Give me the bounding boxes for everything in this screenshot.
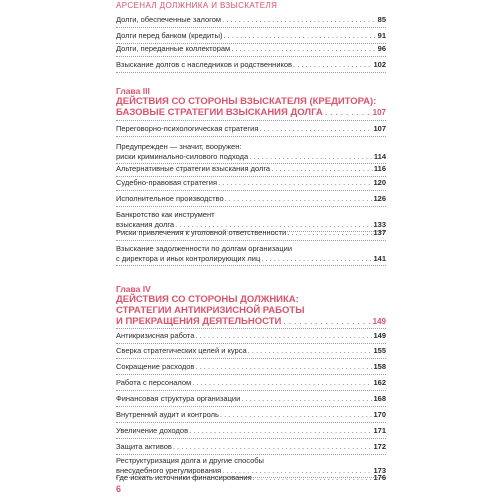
leader-dots [195,331,372,341]
entry-divider [116,406,386,407]
entry-title-line [116,394,386,404]
entry-title-line [116,426,386,436]
entry-title: Исполнительное производство [116,194,224,203]
leader-dots [225,194,373,204]
entry-page-number: 155 [373,346,386,355]
entry-divider [116,358,386,359]
entry-title-line [116,44,386,54]
toc-entry [116,362,386,372]
entry-title-line [116,410,386,420]
chapter-page-number: 107 [372,108,386,117]
entry-title: с директора и иных контролирующих лиц [116,253,261,263]
chapter-page-number: 149 [372,317,386,326]
page-number: 6 [116,484,122,494]
entry-divider [116,438,386,439]
entry-title-line [116,60,386,70]
entry-page-number: 149 [373,331,386,340]
chapter-title-line [116,294,386,305]
entry-title-line [116,244,386,254]
toc-entry [116,194,386,204]
entry-divider [116,206,386,207]
leader-dots [189,426,372,436]
entry-divider [116,72,386,73]
toc-entry [116,60,386,70]
toc-entry [116,346,386,356]
entry-title: Переговорно-психологическая стратегия [116,124,259,133]
entry-title-line [116,152,386,162]
entry-divider [116,27,386,28]
entry-title: Финансовая структура организации [116,394,241,403]
leader-dots [261,254,372,264]
chapter-title-line [116,316,386,327]
chapter-title-line [116,96,386,107]
entry-title: Работа с персоналом [116,378,192,387]
entry-page-number: 173 [373,465,386,475]
entry-page-number: 141 [373,253,386,263]
leader-dots [241,394,372,404]
chapter-title-text: И ПРЕКРАЩЕНИЯ ДЕЯТЕЛЬНОСТИ [116,316,282,327]
entry-page-number: 107 [373,124,386,133]
toc-entry [116,142,386,161]
leader-dots [293,60,372,70]
toc-entry [116,331,386,341]
leader-dots [287,228,372,238]
leader-dots [259,124,372,134]
entry-divider [116,190,386,191]
toc-entry [116,31,386,41]
entry-title: Риски привлечения к уголовной ответственности [116,228,287,237]
entry-page-number: 176 [373,473,386,482]
entry-title: Защита активов [116,442,172,451]
entry-title: Сверка стратегических целей и курса [116,346,247,355]
chapter-title-line [116,107,386,118]
leader-dots [218,178,372,188]
leader-dots [173,442,373,452]
entry-title: Взыскание задолженности по долгам организации [116,244,293,253]
entry-title-line [116,210,386,220]
entry-divider [116,374,386,375]
entry-divider [116,328,386,329]
entry-page-number: 162 [373,378,386,387]
entry-title: Долги, обеспеченные залогом [116,15,222,24]
toc-entry [116,210,386,229]
entry-title-line [116,31,386,41]
entry-divider [116,240,386,241]
entry-title-line [116,442,386,452]
entry-title: Реструктуризация долга и другие способы [116,456,264,465]
chapter-title [116,294,386,327]
table-of-contents [116,0,386,500]
leader-dots [231,44,376,54]
entry-title: внесудебного урегулирования [116,465,222,475]
entry-title: Увеличение доходов [116,426,189,435]
chapter-title [116,96,386,118]
leader-dots [249,152,373,162]
chapter-label: Глава III [116,86,150,96]
entry-title: Взыскание долгов с наследников и родственников [116,60,293,69]
entry-page-number: 91 [377,31,386,40]
entry-title-line [116,164,386,174]
leader-dots [283,316,370,327]
chapter-title-text: БАЗОВЫЕ СТРАТЕГИИ ВЗЫСКАНИЯ ДОЛГА [116,107,323,118]
entry-page-number: 120 [373,178,386,187]
leader-dots [248,346,373,356]
leader-dots [223,31,376,41]
toc-entry [116,426,386,436]
toc-entry [116,228,386,238]
entry-title: Судебно-правовая стратегия [116,178,218,187]
entry-title-line [116,473,386,483]
toc-entry [116,244,386,263]
entry-title-line [116,378,386,388]
toc-entry [116,164,386,174]
entry-title-line [116,15,386,25]
chapter-title-text: ДЕЙСТВИЯ СО СТОРОНЫ ВЗЫСКАТЕЛЯ (КРЕДИТОРА): [116,96,377,107]
leader-dots [253,473,373,483]
entry-divider [116,390,386,391]
entry-page-number: 137 [373,228,386,237]
chapter-title-line [116,305,386,316]
toc-entry [116,124,386,134]
entry-title: Внутренний аудит и контроль [116,410,219,419]
entry-page-number: 168 [373,394,386,403]
entry-divider [116,422,386,423]
entry-page-number: 116 [373,164,386,173]
entry-divider [116,56,386,57]
toc-entry [116,44,386,54]
entry-title: Антикризисная работа [116,331,195,340]
entry-title-line [116,142,386,152]
entry-page-number: 102 [373,60,386,69]
chapter-label: Глава IV [116,284,151,294]
entry-title: Долги перед банком (кредиты) [116,31,223,40]
entry-divider [116,176,386,177]
leader-dots [220,410,373,420]
toc-entry [116,410,386,420]
entry-title: риски криминально-силового подхода [116,151,249,161]
leader-dots [325,107,371,118]
entry-page-number: 171 [373,426,386,435]
entry-page-number: 170 [373,410,386,419]
entry-title-line [116,346,386,356]
entry-title: Долги, переданные коллекторам [116,44,231,53]
entry-divider [116,343,386,344]
entry-page-number: 114 [373,151,386,161]
entry-title-line [116,178,386,188]
chapter-title-text: ДЕЙСТВИЯ СО СТОРОНЫ ДОЛЖНИКА: [116,294,299,305]
entry-page-number: 85 [377,15,386,24]
toc-entry [116,473,386,483]
toc-entry [116,15,386,25]
entry-divider [116,120,386,121]
entry-divider [116,454,386,455]
entry-title-line [116,194,386,204]
entry-page-number: 96 [377,44,386,53]
entry-title-line [116,456,386,466]
entry-divider [116,136,386,137]
entry-divider [116,265,386,266]
running-header: АРСЕНАЛ ДОЛЖНИКА И ВЗЫСКАТЕЛЯ [116,1,278,10]
entry-title: Где искать источники финансирования [116,473,252,482]
leader-dots [271,164,373,174]
toc-entry [116,378,386,388]
entry-page-number: 133 [373,219,386,229]
entry-title-line [116,124,386,134]
toc-entry [116,442,386,452]
entry-title-line [116,254,386,264]
toc-entry [116,394,386,404]
entry-title: Сокращение расходов [116,362,195,371]
entry-title: взыскания долга [116,219,175,229]
entry-title: Альтернативные стратегии взыскания долга [116,164,271,173]
entry-title-line [116,362,386,372]
entry-page-number: 158 [373,362,386,371]
leader-dots [222,15,377,25]
leader-dots [192,378,372,388]
chapter-title-text: СТРАТЕГИИ АНТИКРИЗИСНОЙ РАБОТЫ [116,305,305,316]
entry-title: Банкротство как инструмент [116,210,215,219]
entry-title: Предупрежден — значит, вооружен: [116,142,242,151]
entry-page-number: 172 [373,442,386,451]
leader-dots [195,362,372,372]
entry-title-line [116,331,386,341]
entry-title-line [116,228,386,238]
entry-page-number: 126 [373,194,386,203]
toc-entry [116,178,386,188]
